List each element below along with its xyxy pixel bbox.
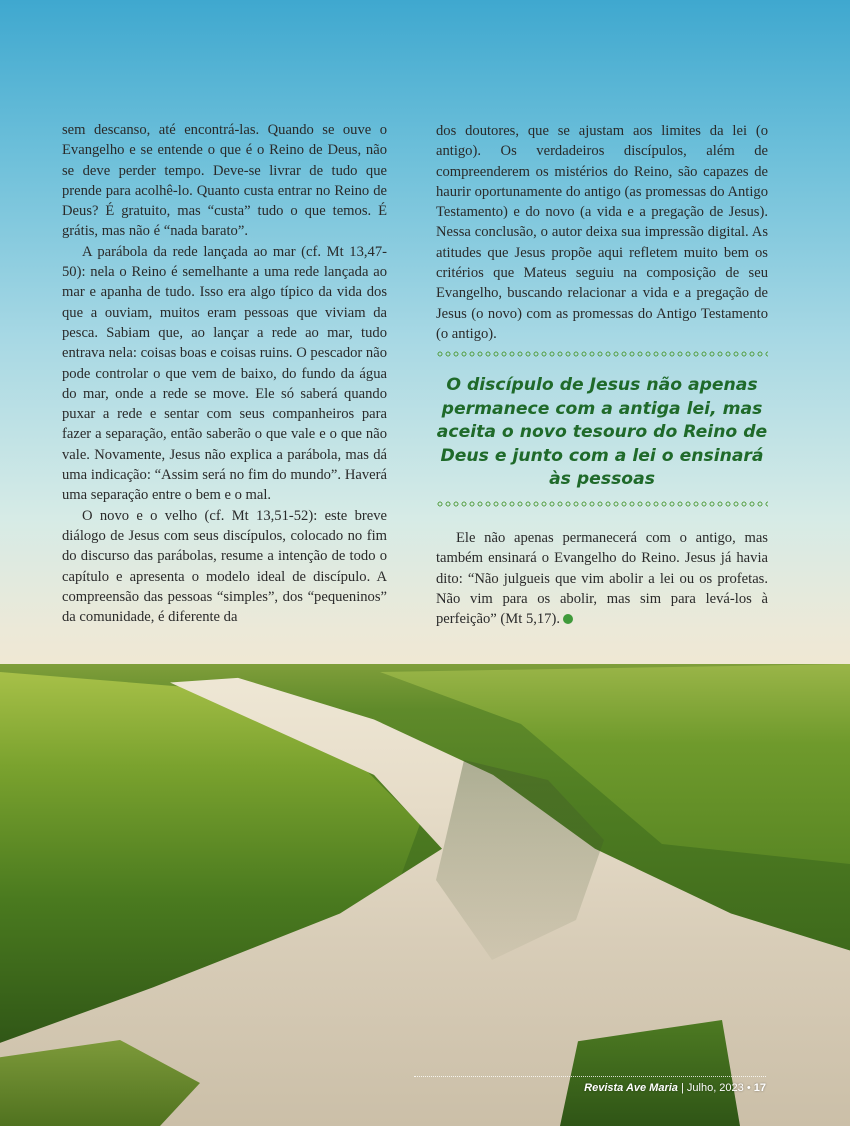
footer-magazine-name: Revista Ave Maria	[584, 1082, 678, 1094]
paragraph: O novo e o velho (cf. Mt 13,51-52): este breve diálogo de Jesus com seus discípulos, colocado no fim do discurso das parábolas, resume a intenção de todo o capítulo e apresenta o modelo ideal de discípulo. A compreensão das pessoas “simples”, dos “pequeninos” da comunidade, é diferente da	[62, 507, 387, 626]
footer-text	[584, 1082, 766, 1094]
ornament-divider-bottom	[436, 500, 768, 508]
pull-quote: O discípulo de Jesus não apenas permanece com a antiga lei, mas aceita o novo tesouro do Reino de Deus e junto com a lei o ensinará às pessoas	[436, 375, 768, 490]
paragraph: dos doutores, que se ajustam aos limites da lei (o antigo). Os verdadeiros discípulos, além de compreenderem os mistérios do Reino, são capazes de haurir oportunamente do antigo (as promessas do Antigo Testamento) e do novo (a vida e a pregação de Jesus). Nessa conclusão, o autor deixa sua impressão digital. As atitudes que Jesus propõe aqui refletem muito bem os critérios que Mateus seguiu na composição de seu Evangelho, buscando relacionar a vida e a pregação de Jesus (o novo) com as promessas do Antigo Testamento (o antigo).	[436, 123, 768, 342]
ornament-divider-top	[436, 350, 768, 358]
paragraph: A parábola da rede lançada ao mar (cf. Mt 13,47-50): nela o Reino é semelhante a uma rede lançada ao mar e apanha de tudo. Isso era algo típico da vida dos que a ouviam, muitos eram pessoas que viviam da pesca. Sabiam que, ao lançar a rede ao mar, tudo entrava nela: coisas boas e coisas ruins. O pescador não pode controlar o que vem de baixo, do fundo da água do mar, onde a rede se move. Ele só saberá quando puxar a rede e sentar com seus companheiros para fazer a separação, então saberão o que vale e o que não vale. Novamente, Jesus não explica a parábola, mas dá uma indicação: “Assim será no fim do mundo”. Haverá uma separação entre o bem e o mal.	[62, 243, 388, 504]
paragraph	[436, 528, 768, 629]
article-left-column	[62, 120, 387, 627]
paragraph: sem descanso, até encontrá-las. Quando se ouve o Evangelho e se entende o que é o Reino de Deus, não se deve perder tempo. Deve-se livrar de tudo que prende para acolhê-lo. Quanto custa entrar no Reino de Deus? É gratuito, mas “custa” tudo o que temos. É grátis, mas não é “nada barato”.	[62, 122, 387, 240]
footer-issue: | Julho, 2023 •	[680, 1082, 751, 1094]
end-mark-icon	[563, 614, 573, 624]
paragraph-text: Ele não apenas permanecerá com o antigo, mas também ensinará o Evangelho do Reino. Jesus já havia dito: “Não julgueis que vim abolir a lei ou os profetas. Não vim para os abolir, mas sim para levá-los à perfeição” (Mt 5,17).	[436, 530, 768, 628]
article-right-column-top	[436, 121, 768, 344]
footer-rule	[414, 1076, 766, 1077]
footer-page-number: 17	[753, 1082, 766, 1094]
article-right-column-bottom	[436, 528, 768, 629]
page-footer	[414, 1076, 766, 1100]
